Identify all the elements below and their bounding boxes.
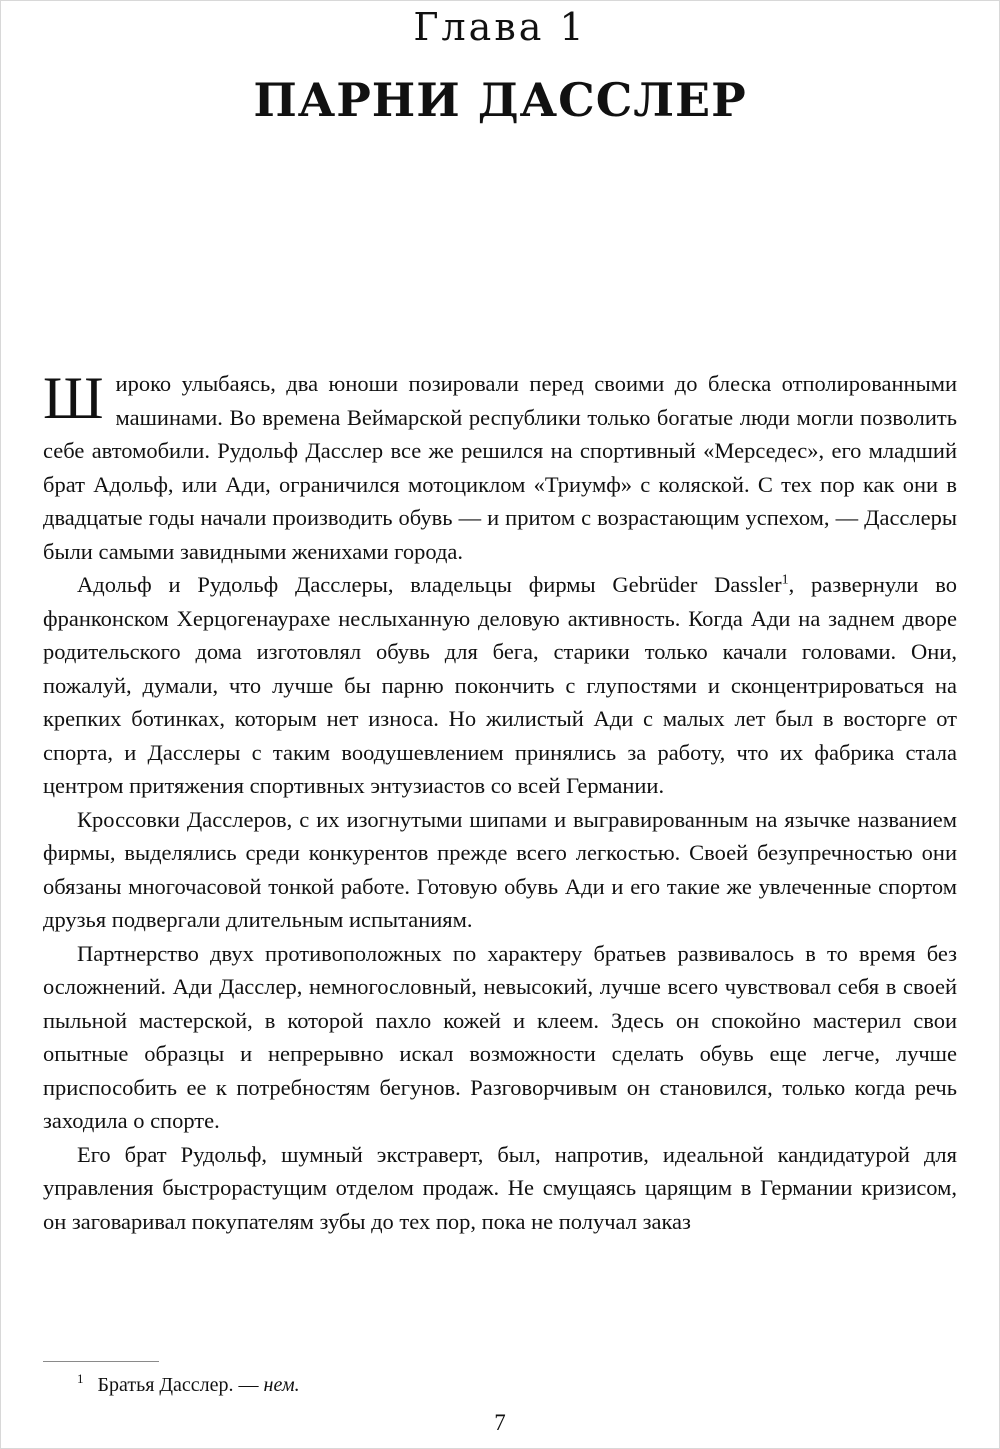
paragraph-3: Кроссовки Дасслеров, с их изогнутыми шипами и выгравированным на язычке названием фирмы, выделялись среди конкурентов прежде всего легкостью. Своей безупречностью они обязаны многочасовой тонкой работе. Готовую обувь Ади и его такие же увлеченные спортом друзья подвергали длительным испытаниям. — [43, 806, 957, 932]
paragraph-2 — [43, 568, 957, 803]
paragraph-4: Партнерство двух противоположных по характеру братьев развивалось в то время без осложнений. Ади Дасслер, немногословный, невысокий, лучше всего чувствовал себя в своей пыльной мастерской, в которой пахло кожей и клеем. Здесь он спокойно мастерил свои опытные образцы и непрерывно искал возможности сделать обувь еще легче, лучше приспособить ее к потребностям бегунов. Разговорчивым он становился, только когда речь заходила о спорте. — [43, 940, 957, 1133]
paragraph-1-text: ироко улыбаясь, два юноши позировали перед своими до блеска отполированными машинами. Во времена Веймарской республики только богатые люди могли позволить себе автомобили. Рудольф Дасслер все же решился на спортивный «Мерседес», его младший брат Адольф, или Ади, ограничился мотоциклом «Триумф» с коляской. С тех пор как они в двадцатые годы начали производить обувь — и притом с возрастающим успехом, — Дасслеры были самыми завидными женихами города. — [43, 371, 957, 564]
footnote-divider — [43, 1361, 159, 1362]
footnote-reference: 1 — [781, 572, 789, 588]
paragraph-2-text-continued: , развернули во франконском Херцогенаурахе неслыханную деловую активность. Когда Ади на заднем дворе родительского дома изготовлял обувь для бега, старики только качали головами. Они, пожалуй, думали, что лучше бы парню покончить с глупостями и сконцентрироваться на крепких ботинках, которым нет износа. Но жилистый Ади с малых лет был в восторге от спорта, и Дасслеры с таким воодушевлением принялись за работу, что их фабрика стала центром притяжения спортивных энтузиастов со всей Германии. — [43, 572, 957, 798]
paragraph-5: Его брат Рудольф, шумный экстраверт, был, напротив, идеальной кандидатурой для управления быстрорастущим отделом продаж. Не смущаясь царящим в Германии кризисом, он заговаривал покупателям зубы до тех пор, пока не получал заказ — [43, 1141, 957, 1234]
footnote-text: Братья Дасслер. — — [97, 1374, 264, 1396]
body-text — [43, 367, 957, 1238]
page-number: 7 — [494, 1410, 506, 1435]
chapter-label: Глава 1 — [413, 5, 587, 49]
footnote — [43, 1372, 957, 1398]
chapter-title: ПАРНИ ДАССЛЕР — [253, 73, 747, 127]
footnote-marker: 1 — [77, 1371, 84, 1387]
chapter-header — [43, 1, 957, 127]
paragraph-2-text: Адольф и Рудольф Дасслеры, владельцы фирмы Gebrüder Dassler — [77, 572, 782, 597]
dropcap-letter: Ш — [43, 365, 104, 431]
paragraph-1 — [43, 367, 957, 568]
footnote-language-abbr: нем. — [263, 1374, 300, 1396]
footnote-area — [43, 1361, 957, 1398]
